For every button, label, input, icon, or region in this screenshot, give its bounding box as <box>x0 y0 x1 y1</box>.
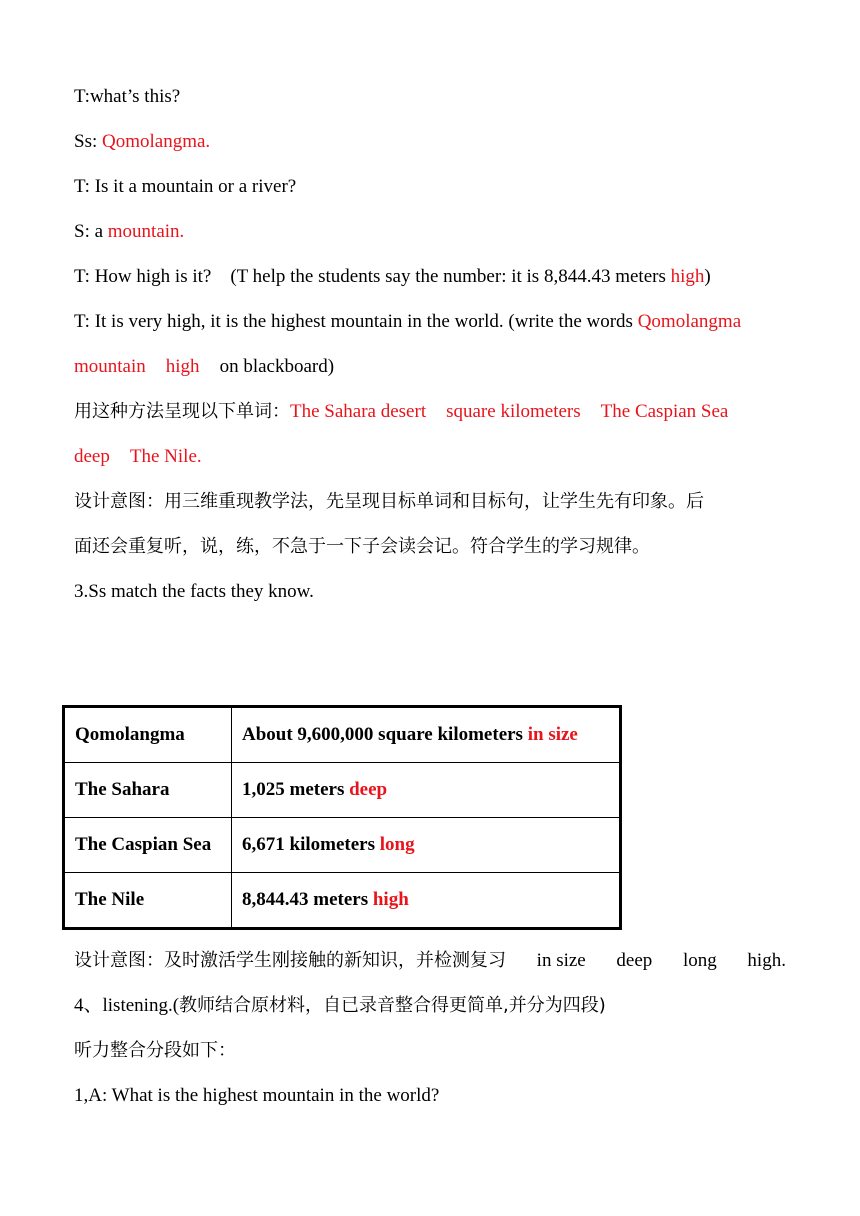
line-text: 4、listening.( <box>74 995 180 1016</box>
highlight-word: The Caspian Sea <box>600 401 729 422</box>
fact-cell <box>232 818 621 873</box>
fact-cell <box>232 707 621 763</box>
review-word: deep <box>616 950 653 971</box>
line-text: 用这种方法呈现以下单词： <box>74 401 290 422</box>
dialogue-line-1 <box>74 84 180 110</box>
review-word: long <box>682 950 717 971</box>
fact-cell <box>232 873 621 929</box>
vocab-line-1 <box>74 399 728 425</box>
line-text: 1,A: What is the highest mountain in the world? <box>74 1085 440 1106</box>
place-cell: The Nile <box>64 873 232 929</box>
dialogue-line-4 <box>74 219 184 245</box>
vocab-line-2 <box>74 444 202 470</box>
step-heading-3 <box>74 579 314 605</box>
dialogue-line-2 <box>74 129 210 155</box>
design-intent-line-2 <box>74 534 650 560</box>
step-heading-4 <box>74 993 606 1019</box>
highlight-word: mountain <box>74 356 146 377</box>
line-text: S: a <box>74 221 108 242</box>
line-text: T: It is very high, it is the highest mountain in the world. (write the words <box>74 311 638 332</box>
highlight-word: deep <box>74 446 110 467</box>
fact-unit: long <box>379 834 415 855</box>
place-cell: The Caspian Sea <box>64 818 232 873</box>
line-text: 3.Ss match the facts they know. <box>74 581 314 602</box>
place-cell: The Sahara <box>64 763 232 818</box>
line-text: Ss: <box>74 131 102 152</box>
review-word: high. <box>747 950 786 971</box>
fact-value: 6,671 kilometers <box>242 834 380 855</box>
design-intent-line-1 <box>74 489 704 515</box>
fact-value: 1,025 meters <box>242 779 350 800</box>
design-intent-line-3 <box>74 948 786 974</box>
highlight-word: high <box>165 356 200 377</box>
line-text: 面还会重复听，说，练，不急于一下子会读会记。符合学生的学习规律。 <box>74 536 650 557</box>
fact-unit: in size <box>527 724 578 745</box>
fact-unit: high <box>372 889 409 910</box>
line-text: ) <box>704 266 711 287</box>
highlight-word: Qomolangma. <box>102 131 211 152</box>
fact-value: 8,844.43 meters <box>242 889 373 910</box>
table-row <box>64 873 621 929</box>
highlight-word: mountain. <box>107 221 185 242</box>
listening-line-1 <box>74 1083 439 1109</box>
line-text: 教师结合原材料，自已录音整合得更简单,并分为四段) <box>179 995 606 1016</box>
dialogue-line-6 <box>74 309 741 335</box>
fact-unit: deep <box>349 779 388 800</box>
fact-cell <box>232 763 621 818</box>
dialogue-line-3 <box>74 174 296 200</box>
line-text: on blackboard) <box>219 356 335 377</box>
table-row <box>64 707 621 763</box>
line-text: 设计意图：及时激活学生刚接触的新知识，并检测复习 <box>74 950 506 971</box>
table-row <box>64 763 621 818</box>
table-row <box>64 818 621 873</box>
line-text: T: How high is it? (T help the students say the number: it is 8,844.43 meters <box>74 266 671 287</box>
place-cell: Qomolangma <box>64 707 232 763</box>
highlight-word: The Nile. <box>129 446 202 467</box>
listening-subheading <box>74 1038 236 1064</box>
fact-value: About 9,600,000 square kilometers <box>242 724 528 745</box>
line-text: T:what’s this? <box>74 86 181 107</box>
highlight-word: square kilometers <box>446 401 581 422</box>
review-word: in size <box>536 950 586 971</box>
dialogue-line-5 <box>74 264 711 290</box>
line-text: 听力整合分段如下： <box>74 1040 236 1061</box>
facts-table <box>62 705 622 930</box>
line-text: T: Is it a mountain or a river? <box>74 176 297 197</box>
highlight-word: The Sahara desert <box>290 401 427 422</box>
dialogue-line-7 <box>74 354 334 380</box>
line-text: 设计意图：用三维重现教学法，先呈现目标单词和目标句，让学生先有印象。后 <box>74 491 704 512</box>
highlight-word: Qomolangma <box>637 311 742 332</box>
highlight-word: high <box>670 266 705 287</box>
